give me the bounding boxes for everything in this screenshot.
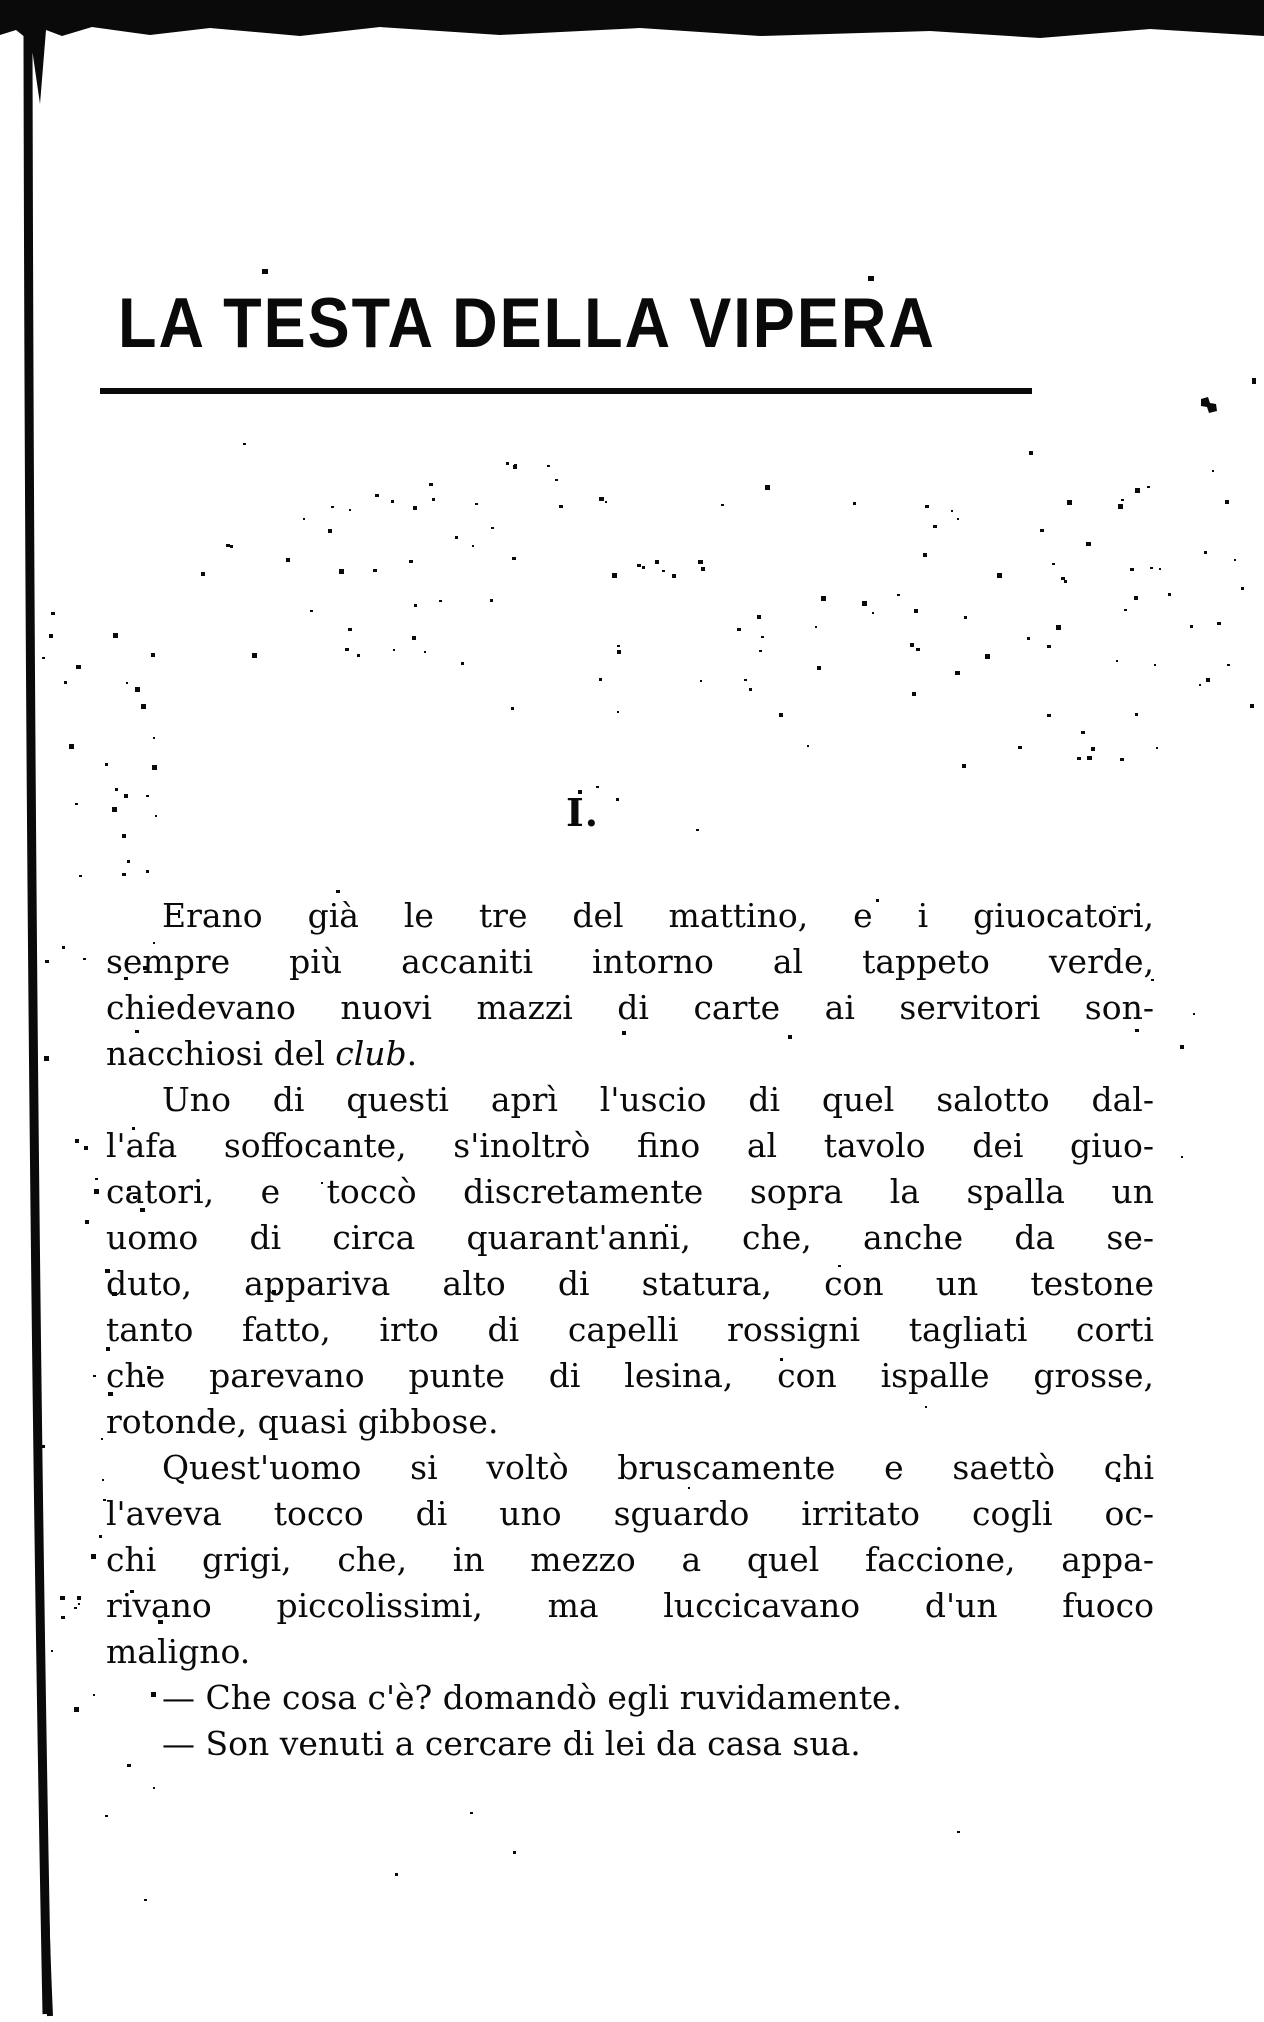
body-text (106, 893, 1154, 1767)
noise-speck (757, 615, 761, 619)
noise-speck (617, 650, 621, 654)
noise-speck (99, 1535, 102, 1538)
noise-speck (339, 569, 344, 574)
text-line (106, 1721, 1154, 1767)
noise-speck (74, 1607, 77, 1609)
noise-speck (412, 636, 416, 640)
noise-speck (612, 573, 617, 578)
paragraph (106, 1077, 1154, 1445)
noise-speck (413, 506, 417, 510)
text-run: Erano già le tre del mattino, e i giuocatori, (162, 896, 1154, 935)
noise-speck (616, 798, 619, 801)
text-line (106, 1215, 1154, 1261)
noise-speck (701, 567, 705, 571)
noise-speck (1206, 678, 1210, 682)
text-line (106, 893, 1154, 939)
noise-speck (95, 1178, 98, 1180)
ink-blob (1201, 397, 1217, 413)
noise-speck (815, 626, 817, 628)
noise-speck (393, 649, 395, 651)
text-line (106, 1629, 1154, 1675)
text-line (106, 1077, 1154, 1123)
noise-speck (151, 653, 155, 657)
text-run: nacchiosi del (106, 1034, 336, 1073)
noise-speck (779, 713, 783, 717)
noise-speck (637, 564, 641, 567)
text-run: chiedevano nuovi mazzi di carte ai servitori son- (106, 988, 1154, 1027)
noise-speck (985, 654, 990, 659)
noise-speck (513, 1851, 516, 1854)
noise-speck (490, 599, 493, 602)
text-line (106, 939, 1154, 985)
noise-speck (957, 1831, 960, 1833)
noise-speck (1199, 684, 1201, 686)
noise-speck (1081, 731, 1085, 734)
text-line (106, 985, 1154, 1031)
noise-speck (1118, 504, 1123, 509)
noise-speck (862, 601, 867, 606)
noise-speck (655, 560, 659, 564)
noise-speck (1180, 1045, 1184, 1049)
noise-speck (475, 503, 478, 505)
noise-speck (1040, 529, 1044, 532)
noise-speck (349, 509, 351, 511)
noise-speck (1077, 757, 1081, 760)
noise-speck (409, 560, 413, 563)
noise-speck (511, 707, 514, 710)
noise-speck (1018, 746, 1022, 749)
noise-speck (700, 680, 702, 682)
noise-speck (75, 1139, 79, 1143)
paragraph (106, 1675, 1154, 1721)
noise-speck (105, 763, 108, 766)
noise-speck (951, 510, 953, 512)
text-run: che parevano punte di lesina, con ispalle grosse, (106, 1356, 1154, 1395)
text-run: chi grigi, che, in mezzo a quel faccione, appa- (106, 1540, 1154, 1579)
noise-speck (83, 958, 86, 960)
text-line (106, 1307, 1154, 1353)
text-run: rivano piccolissimi, ma luccicavano d'un fuoco (106, 1586, 1154, 1625)
text-line (106, 1169, 1154, 1215)
noise-speck (1190, 625, 1193, 628)
noise-speck (105, 1815, 108, 1817)
noise-speck (1156, 747, 1158, 749)
noise-speck (44, 1056, 49, 1061)
noise-speck (310, 610, 313, 612)
noise-speck (126, 682, 128, 684)
noise-speck (345, 648, 349, 651)
noise-speck (1134, 596, 1138, 600)
noise-speck (765, 485, 770, 490)
noise-speck (472, 545, 474, 547)
noise-speck (328, 529, 332, 533)
noise-speck (512, 557, 516, 560)
noise-speck (146, 870, 149, 873)
noise-speck (375, 494, 379, 497)
noise-speck (933, 525, 937, 528)
noise-speck (955, 671, 960, 675)
noise-speck (152, 765, 157, 770)
noise-speck (115, 788, 118, 791)
noise-speck (662, 570, 665, 572)
noise-speck (617, 711, 619, 713)
noise-speck (821, 596, 826, 601)
noise-speck (1159, 568, 1161, 570)
noise-speck (357, 654, 360, 657)
text-line (106, 1445, 1154, 1491)
paragraph (106, 893, 1154, 1077)
noise-speck (1212, 470, 1214, 472)
noise-speck (348, 628, 352, 631)
noise-speck (1086, 542, 1091, 546)
noise-speck (605, 501, 607, 503)
text-run: catori, e toccò discretamente sopra la spalla un (106, 1172, 1154, 1211)
text-line (106, 1123, 1154, 1169)
text-line (106, 1537, 1154, 1583)
noise-speck (461, 662, 464, 665)
noise-speck (77, 1596, 81, 1600)
ink-dot-2 (262, 269, 268, 274)
noise-speck (1168, 593, 1171, 596)
noise-speck (853, 502, 856, 505)
noise-speck (1130, 568, 1134, 571)
noise-speck (93, 1375, 96, 1377)
noise-speck (69, 744, 74, 749)
noise-speck (1029, 451, 1033, 455)
noise-speck (897, 594, 900, 596)
noise-speck (243, 443, 246, 445)
noise-speck (101, 1438, 103, 1440)
noise-speck (94, 1189, 99, 1194)
noise-speck (1135, 488, 1140, 493)
noise-speck (1124, 609, 1127, 611)
noise-speck (599, 678, 602, 681)
text-run: Quest'uomo si voltò bruscamente e saettò chi (162, 1448, 1154, 1487)
noise-speck (696, 829, 699, 831)
noise-speck (914, 609, 918, 613)
noise-speck (1154, 664, 1156, 666)
noise-speck (1056, 625, 1061, 630)
noise-speck (144, 1899, 147, 1901)
page-title: LA TESTA DELLA VIPERA (118, 284, 936, 363)
noise-speck (547, 465, 550, 467)
paragraph (106, 1721, 1154, 1767)
noise-speck (45, 960, 49, 963)
noise-speck (51, 612, 55, 615)
noise-speck (78, 1603, 80, 1605)
noise-speck (759, 650, 762, 652)
text-run: — Che cosa c'è? domandò egli ruvidamente. (162, 1678, 903, 1717)
noise-speck (455, 536, 458, 539)
noise-speck (124, 794, 128, 798)
text-run: — Son venuti a cercare di lei da casa sua. (162, 1724, 861, 1763)
noise-speck (721, 504, 724, 506)
noise-speck (596, 786, 599, 788)
noise-speck (91, 1554, 96, 1559)
noise-speck (331, 506, 334, 508)
noise-speck (75, 803, 78, 805)
noise-speck (303, 518, 305, 520)
noise-speck (122, 873, 126, 876)
noise-speck (141, 704, 146, 709)
noise-speck (127, 860, 130, 863)
noise-speck (1120, 758, 1124, 761)
noise-speck (1217, 622, 1221, 625)
noise-speck (514, 464, 517, 466)
text-run: l'afa soffocante, s'inoltrò fino al tavolo dei giuo- (106, 1126, 1154, 1165)
noise-speck (1181, 1156, 1183, 1158)
noise-speck (286, 558, 290, 562)
noise-speck (49, 634, 53, 638)
noise-speck (391, 500, 394, 503)
text-line (106, 1031, 1154, 1077)
text-run: tanto fatto, irto di capelli rossigni tagliati corti (106, 1310, 1154, 1349)
noise-speck (964, 616, 967, 619)
noise-speck (122, 834, 126, 838)
noise-speck (155, 815, 157, 817)
noise-speck (470, 1812, 473, 1814)
noise-speck (395, 1873, 398, 1876)
spine-shadow-line (28, 34, 47, 2014)
noise-speck (1204, 551, 1207, 554)
noise-speck (506, 462, 509, 465)
noise-speck (230, 545, 233, 548)
noise-speck (491, 527, 494, 529)
noise-speck (51, 1650, 53, 1652)
noise-speck (916, 648, 920, 651)
text-run: rotonde, quasi gibbose. (106, 1402, 499, 1441)
noise-speck (555, 479, 558, 481)
noise-speck (429, 483, 433, 486)
noise-speck (1087, 756, 1092, 760)
noise-speck (79, 875, 82, 877)
noise-speck (997, 573, 1002, 578)
noise-speck (1047, 645, 1051, 648)
noise-speck (925, 505, 929, 508)
noise-speck (1116, 660, 1118, 662)
spine-shadow-line-lower (41, 1700, 50, 2016)
noise-speck (102, 1479, 104, 1481)
noise-speck (76, 665, 81, 669)
text-line (106, 1583, 1154, 1629)
noise-speck (1052, 563, 1055, 565)
noise-speck (962, 764, 966, 768)
noise-speck (1147, 486, 1150, 488)
noise-speck (153, 737, 155, 739)
noise-speck (807, 745, 809, 747)
noise-speck (737, 628, 741, 631)
text-line (106, 1353, 1154, 1399)
text-run: sempre più accaniti intorno al tappeto verde, (106, 942, 1154, 981)
noise-speck (910, 643, 914, 647)
noise-speck (84, 1146, 88, 1150)
title-rule (100, 388, 1032, 394)
text-run: l'aveva tocco di uno sguardo irritato cogli oc- (106, 1494, 1154, 1533)
noise-speck (85, 1220, 89, 1224)
noise-speck (60, 1596, 65, 1600)
text-run: uomo di circa quarant'anni, che, anche da se- (106, 1218, 1154, 1257)
noise-speck (1121, 499, 1124, 501)
noise-speck (62, 946, 65, 949)
noise-speck (761, 636, 764, 638)
noise-speck (135, 687, 140, 692)
noise-speck (599, 497, 604, 501)
noise-speck (153, 1787, 155, 1789)
noise-speck (912, 692, 916, 696)
noise-speck (817, 666, 821, 670)
noise-speck (1241, 587, 1244, 590)
text-run: duto, appariva alto di statura, con un testone (106, 1264, 1154, 1303)
noise-speck (672, 574, 676, 578)
noise-speck (93, 1694, 95, 1696)
noise-speck (1135, 713, 1138, 716)
paragraph (106, 1445, 1154, 1675)
noise-speck (642, 566, 645, 569)
noise-speck (1227, 664, 1230, 666)
noise-speck (698, 560, 703, 564)
top-scan-band (0, 0, 1264, 104)
ink-dot (1252, 378, 1256, 384)
noise-speck (559, 505, 563, 508)
noise-speck (1193, 1013, 1195, 1015)
noise-speck (373, 569, 377, 572)
noise-speck (1091, 747, 1095, 751)
noise-speck (252, 653, 257, 658)
noise-speck (957, 518, 959, 520)
italic-text-run: club (335, 1034, 407, 1073)
noise-speck (1250, 704, 1254, 708)
noise-speck (923, 553, 927, 557)
text-run: maligno. (106, 1632, 251, 1671)
noise-speck (617, 645, 620, 647)
noise-speck (61, 1616, 65, 1619)
chapter-number: I. (566, 790, 600, 835)
noise-speck (1064, 580, 1067, 583)
noise-speck (1234, 559, 1236, 561)
noise-speck (1225, 500, 1229, 504)
noise-speck (1067, 500, 1072, 505)
noise-speck (744, 679, 747, 681)
noise-speck (424, 651, 426, 653)
text-line (106, 1399, 1154, 1445)
noise-speck (146, 795, 149, 797)
noise-speck (414, 604, 417, 607)
noise-speck (439, 600, 442, 602)
noise-speck (42, 657, 45, 659)
noise-speck (872, 612, 874, 614)
text-run: Uno di questi aprì l'uscio di quel salotto dal- (162, 1080, 1154, 1119)
text-run: . (406, 1034, 418, 1073)
noise-speck (1027, 637, 1030, 640)
text-line (106, 1491, 1154, 1537)
noise-speck (112, 807, 117, 812)
noise-speck (42, 1445, 45, 1448)
noise-speck (113, 633, 118, 638)
text-line (106, 1261, 1154, 1307)
noise-speck (64, 681, 67, 684)
noise-speck (1150, 567, 1153, 569)
ink-dot-3 (868, 276, 874, 281)
noise-speck (74, 1707, 79, 1712)
text-line (106, 1675, 1154, 1721)
noise-speck (1047, 714, 1051, 717)
noise-speck (201, 572, 205, 576)
noise-speck (432, 498, 435, 501)
noise-speck (749, 688, 752, 691)
